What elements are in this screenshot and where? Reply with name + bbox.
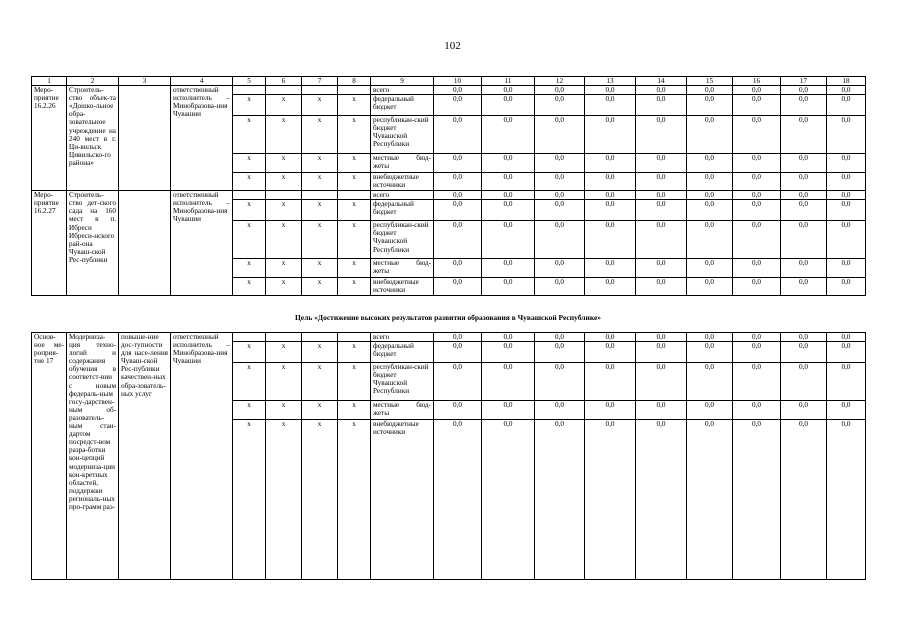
code-cell: x xyxy=(266,173,302,191)
source-cell: всего xyxy=(371,333,434,342)
measure-name-cell: Строитель-ство объек-та «Дошко-льное обра-зовательное учреждение на 240 мест в г. Ци-вильск Цивильско-го района» xyxy=(67,86,119,191)
value-cell: 0,0 xyxy=(687,342,733,363)
value-cell: 0,0 xyxy=(827,191,866,200)
executor-cell: ответственный исполнитель – Минобразова-ния Чувашии xyxy=(171,333,233,580)
column-number: 2 xyxy=(67,77,119,86)
source-cell: всего xyxy=(371,86,434,95)
measure-name-cell: Строитель-ство дет-ского сада на 160 мест в п. Ибреси Ибреси-нского рай-она Чуваш-ской Рес-публики xyxy=(67,191,119,296)
code-cell xyxy=(233,333,266,342)
code-cell: x xyxy=(302,363,338,401)
code-cell: x xyxy=(302,154,338,173)
value-cell: 0,0 xyxy=(781,191,827,200)
code-cell: x xyxy=(233,221,266,259)
code-cell xyxy=(302,333,338,342)
source-cell: республикан-ский бюджет Чувашской Республики xyxy=(371,221,434,259)
code-cell: x xyxy=(302,401,338,420)
column-number: 8 xyxy=(338,77,371,86)
code-cell: x xyxy=(338,173,371,191)
source-cell: федеральный бюджет xyxy=(371,95,434,116)
value-cell: 0,0 xyxy=(687,191,733,200)
value-cell: 0,0 xyxy=(827,116,866,154)
column-number: 1 xyxy=(32,77,67,86)
value-cell: 0,0 xyxy=(636,173,687,191)
value-cell: 0,0 xyxy=(585,200,636,221)
value-cell: 0,0 xyxy=(636,116,687,154)
value-cell: 0,0 xyxy=(535,95,585,116)
value-cell: 0,0 xyxy=(434,200,482,221)
value-cell: 0,0 xyxy=(535,278,585,296)
value-cell: 0,0 xyxy=(781,342,827,363)
value-cell: 0,0 xyxy=(827,173,866,191)
code-cell: x xyxy=(233,401,266,420)
code-cell: x xyxy=(302,259,338,278)
value-cell: 0,0 xyxy=(636,86,687,95)
column-number: 13 xyxy=(585,77,636,86)
value-cell: 0,0 xyxy=(733,200,781,221)
result-cell: повыше-ние дос-тупности для насе-ления Чуваш-ской Рес-публики качествен-ных обра-зователь-ных услуг xyxy=(119,333,171,580)
code-cell: x xyxy=(266,401,302,420)
code-cell: x xyxy=(302,342,338,363)
value-cell: 0,0 xyxy=(733,221,781,259)
code-cell: x xyxy=(233,278,266,296)
value-cell: 0,0 xyxy=(827,95,866,116)
value-cell: 0,0 xyxy=(434,95,482,116)
code-cell: x xyxy=(233,200,266,221)
value-cell: 0,0 xyxy=(827,342,866,363)
value-cell: 0,0 xyxy=(585,278,636,296)
value-cell: 0,0 xyxy=(687,333,733,342)
table-row xyxy=(32,86,866,95)
value-cell: 0,0 xyxy=(434,342,482,363)
value-cell: 0,0 xyxy=(827,154,866,173)
code-cell xyxy=(266,333,302,342)
source-cell: республикан-ский бюджет Чувашской Республики xyxy=(371,363,434,401)
code-cell xyxy=(338,191,371,200)
value-cell: 0,0 xyxy=(687,221,733,259)
value-cell: 0,0 xyxy=(636,401,687,420)
value-cell: 0,0 xyxy=(482,342,535,363)
value-cell: 0,0 xyxy=(482,200,535,221)
code-cell: x xyxy=(302,173,338,191)
value-cell: 0,0 xyxy=(482,333,535,342)
value-cell: 0,0 xyxy=(434,278,482,296)
value-cell: 0,0 xyxy=(733,401,781,420)
value-cell: 0,0 xyxy=(482,191,535,200)
column-number: 5 xyxy=(233,77,266,86)
value-cell: 0,0 xyxy=(482,363,535,401)
value-cell: 0,0 xyxy=(636,333,687,342)
measures-table-upper xyxy=(31,76,866,296)
value-cell: 0,0 xyxy=(482,154,535,173)
value-cell: 0,0 xyxy=(585,259,636,278)
code-cell: x xyxy=(338,116,371,154)
value-cell: 0,0 xyxy=(636,420,687,580)
table-row xyxy=(32,333,866,342)
code-cell: x xyxy=(302,221,338,259)
value-cell: 0,0 xyxy=(733,259,781,278)
value-cell: 0,0 xyxy=(781,86,827,95)
code-cell: x xyxy=(266,221,302,259)
value-cell: 0,0 xyxy=(687,259,733,278)
code-cell: x xyxy=(266,363,302,401)
source-cell: местные бюд-жеты xyxy=(371,259,434,278)
source-cell: внебюджетные источники xyxy=(371,278,434,296)
source-cell: внебюджетные источники xyxy=(371,173,434,191)
code-cell: x xyxy=(338,363,371,401)
column-number: 14 xyxy=(636,77,687,86)
value-cell: 0,0 xyxy=(434,363,482,401)
code-cell: x xyxy=(233,420,266,580)
column-number: 16 xyxy=(733,77,781,86)
code-cell: x xyxy=(233,95,266,116)
value-cell: 0,0 xyxy=(781,95,827,116)
value-cell: 0,0 xyxy=(733,86,781,95)
value-cell: 0,0 xyxy=(585,401,636,420)
value-cell: 0,0 xyxy=(585,420,636,580)
value-cell: 0,0 xyxy=(636,278,687,296)
value-cell: 0,0 xyxy=(535,191,585,200)
value-cell: 0,0 xyxy=(781,401,827,420)
value-cell: 0,0 xyxy=(781,154,827,173)
page-number: 102 xyxy=(444,40,461,52)
result-cell xyxy=(119,86,171,191)
code-cell xyxy=(338,86,371,95)
value-cell: 0,0 xyxy=(687,278,733,296)
value-cell: 0,0 xyxy=(434,191,482,200)
value-cell: 0,0 xyxy=(535,333,585,342)
value-cell: 0,0 xyxy=(482,420,535,580)
value-cell: 0,0 xyxy=(733,154,781,173)
code-cell: x xyxy=(338,278,371,296)
value-cell: 0,0 xyxy=(585,154,636,173)
value-cell: 0,0 xyxy=(636,95,687,116)
code-cell: x xyxy=(338,200,371,221)
source-cell: федеральный бюджет xyxy=(371,342,434,363)
value-cell: 0,0 xyxy=(482,278,535,296)
value-cell: 0,0 xyxy=(535,221,585,259)
value-cell: 0,0 xyxy=(687,401,733,420)
result-cell xyxy=(119,191,171,296)
source-cell: всего xyxy=(371,191,434,200)
value-cell: 0,0 xyxy=(687,363,733,401)
code-cell xyxy=(338,333,371,342)
value-cell: 0,0 xyxy=(434,154,482,173)
code-cell: x xyxy=(338,342,371,363)
value-cell: 0,0 xyxy=(636,221,687,259)
value-cell: 0,0 xyxy=(636,191,687,200)
column-number: 10 xyxy=(434,77,482,86)
column-number: 7 xyxy=(302,77,338,86)
value-cell: 0,0 xyxy=(827,401,866,420)
source-cell: внебюджетные источники xyxy=(371,420,434,580)
value-cell: 0,0 xyxy=(733,420,781,580)
value-cell: 0,0 xyxy=(687,420,733,580)
value-cell: 0,0 xyxy=(733,363,781,401)
code-cell xyxy=(233,86,266,95)
value-cell: 0,0 xyxy=(434,333,482,342)
code-cell xyxy=(302,191,338,200)
value-cell: 0,0 xyxy=(482,86,535,95)
value-cell: 0,0 xyxy=(535,173,585,191)
value-cell: 0,0 xyxy=(733,95,781,116)
value-cell: 0,0 xyxy=(434,86,482,95)
value-cell: 0,0 xyxy=(535,363,585,401)
column-number: 3 xyxy=(119,77,171,86)
value-cell: 0,0 xyxy=(585,221,636,259)
value-cell: 0,0 xyxy=(781,333,827,342)
value-cell: 0,0 xyxy=(434,420,482,580)
value-cell: 0,0 xyxy=(585,116,636,154)
code-cell: x xyxy=(338,221,371,259)
code-cell: x xyxy=(266,116,302,154)
value-cell: 0,0 xyxy=(434,401,482,420)
source-cell: республикан-ский бюджет Чувашской Республики xyxy=(371,116,434,154)
executor-cell: ответственный исполнитель – Минобразова-ния Чувашии xyxy=(171,191,233,296)
value-cell: 0,0 xyxy=(636,259,687,278)
value-cell: 0,0 xyxy=(535,86,585,95)
value-cell: 0,0 xyxy=(636,363,687,401)
value-cell: 0,0 xyxy=(482,259,535,278)
code-cell: x xyxy=(266,420,302,580)
code-cell: x xyxy=(302,116,338,154)
column-number: 4 xyxy=(171,77,233,86)
code-cell: x xyxy=(302,420,338,580)
table-row xyxy=(32,191,866,200)
code-cell: x xyxy=(266,259,302,278)
code-cell: x xyxy=(338,154,371,173)
code-cell: x xyxy=(233,116,266,154)
value-cell: 0,0 xyxy=(827,200,866,221)
code-cell: x xyxy=(266,95,302,116)
code-cell: x xyxy=(233,173,266,191)
value-cell: 0,0 xyxy=(535,342,585,363)
value-cell: 0,0 xyxy=(687,116,733,154)
value-cell: 0,0 xyxy=(687,95,733,116)
code-cell: x xyxy=(338,95,371,116)
value-cell: 0,0 xyxy=(585,342,636,363)
measure-id-cell: Основ-ное ме-роприя-тие 17 xyxy=(32,333,67,580)
column-number: 12 xyxy=(535,77,585,86)
executor-cell: ответственный исполнитель – Минобразова-ния Чувашии xyxy=(171,86,233,191)
column-number: 15 xyxy=(687,77,733,86)
value-cell: 0,0 xyxy=(585,191,636,200)
value-cell: 0,0 xyxy=(687,86,733,95)
value-cell: 0,0 xyxy=(636,154,687,173)
code-cell: x xyxy=(338,259,371,278)
value-cell: 0,0 xyxy=(482,221,535,259)
value-cell: 0,0 xyxy=(535,420,585,580)
value-cell: 0,0 xyxy=(733,191,781,200)
value-cell: 0,0 xyxy=(687,154,733,173)
code-cell: x xyxy=(266,342,302,363)
code-cell: x xyxy=(266,200,302,221)
value-cell: 0,0 xyxy=(434,259,482,278)
code-cell: x xyxy=(302,95,338,116)
value-cell: 0,0 xyxy=(733,333,781,342)
value-cell: 0,0 xyxy=(781,259,827,278)
column-number: 6 xyxy=(266,77,302,86)
value-cell: 0,0 xyxy=(585,86,636,95)
value-cell: 0,0 xyxy=(585,173,636,191)
code-cell xyxy=(302,86,338,95)
value-cell: 0,0 xyxy=(434,116,482,154)
column-number: 9 xyxy=(371,77,434,86)
value-cell: 0,0 xyxy=(733,342,781,363)
value-cell: 0,0 xyxy=(482,401,535,420)
value-cell: 0,0 xyxy=(827,86,866,95)
value-cell: 0,0 xyxy=(434,221,482,259)
measure-id-cell: Меро-приятие 16.2.27 xyxy=(32,191,67,296)
code-cell xyxy=(266,191,302,200)
value-cell: 0,0 xyxy=(535,154,585,173)
source-cell: федеральный бюджет xyxy=(371,200,434,221)
goal-title: Цель «Достижение высоких результатов развития образования в Чувашской Республике» xyxy=(294,313,602,322)
measure-id-cell: Меро-приятие 16.2.26 xyxy=(32,86,67,191)
value-cell: 0,0 xyxy=(687,173,733,191)
value-cell: 0,0 xyxy=(827,221,866,259)
value-cell: 0,0 xyxy=(535,401,585,420)
measure-name-cell: Модерниза-ция техно-логий и содержания обучения в соответст-вии с новым федераль-ным госу-дарствен-ным об-разователь-ным стан-дартом посредст-вом разра-ботки кон-цепций модерниза-ции кон-кретных областей, поддержки региональ-ных про-грамм раз- xyxy=(67,333,119,580)
code-cell: x xyxy=(266,154,302,173)
value-cell: 0,0 xyxy=(733,278,781,296)
source-cell: местные бюд-жеты xyxy=(371,154,434,173)
header-row xyxy=(32,77,866,86)
value-cell: 0,0 xyxy=(781,116,827,154)
code-cell: x xyxy=(266,278,302,296)
column-number: 11 xyxy=(482,77,535,86)
value-cell: 0,0 xyxy=(535,200,585,221)
value-cell: 0,0 xyxy=(733,173,781,191)
column-number: 18 xyxy=(827,77,866,86)
column-number: 17 xyxy=(781,77,827,86)
value-cell: 0,0 xyxy=(827,259,866,278)
value-cell: 0,0 xyxy=(482,95,535,116)
value-cell: 0,0 xyxy=(687,200,733,221)
value-cell: 0,0 xyxy=(781,173,827,191)
code-cell xyxy=(266,86,302,95)
value-cell: 0,0 xyxy=(482,116,535,154)
value-cell: 0,0 xyxy=(827,333,866,342)
value-cell: 0,0 xyxy=(781,278,827,296)
value-cell: 0,0 xyxy=(827,420,866,580)
value-cell: 0,0 xyxy=(585,95,636,116)
source-cell: местные бюд-жеты xyxy=(371,401,434,420)
code-cell: x xyxy=(233,342,266,363)
value-cell: 0,0 xyxy=(781,200,827,221)
value-cell: 0,0 xyxy=(482,173,535,191)
value-cell: 0,0 xyxy=(636,200,687,221)
value-cell: 0,0 xyxy=(585,363,636,401)
value-cell: 0,0 xyxy=(535,116,585,154)
value-cell: 0,0 xyxy=(781,363,827,401)
value-cell: 0,0 xyxy=(781,221,827,259)
code-cell: x xyxy=(302,278,338,296)
value-cell: 0,0 xyxy=(781,420,827,580)
value-cell: 0,0 xyxy=(585,333,636,342)
code-cell: x xyxy=(338,401,371,420)
value-cell: 0,0 xyxy=(434,173,482,191)
code-cell: x xyxy=(302,200,338,221)
value-cell: 0,0 xyxy=(636,342,687,363)
measures-table-lower xyxy=(31,332,866,580)
code-cell xyxy=(233,191,266,200)
code-cell: x xyxy=(233,363,266,401)
value-cell: 0,0 xyxy=(733,116,781,154)
value-cell: 0,0 xyxy=(827,278,866,296)
code-cell: x xyxy=(233,259,266,278)
code-cell: x xyxy=(233,154,266,173)
code-cell: x xyxy=(338,420,371,580)
value-cell: 0,0 xyxy=(827,363,866,401)
value-cell: 0,0 xyxy=(535,259,585,278)
